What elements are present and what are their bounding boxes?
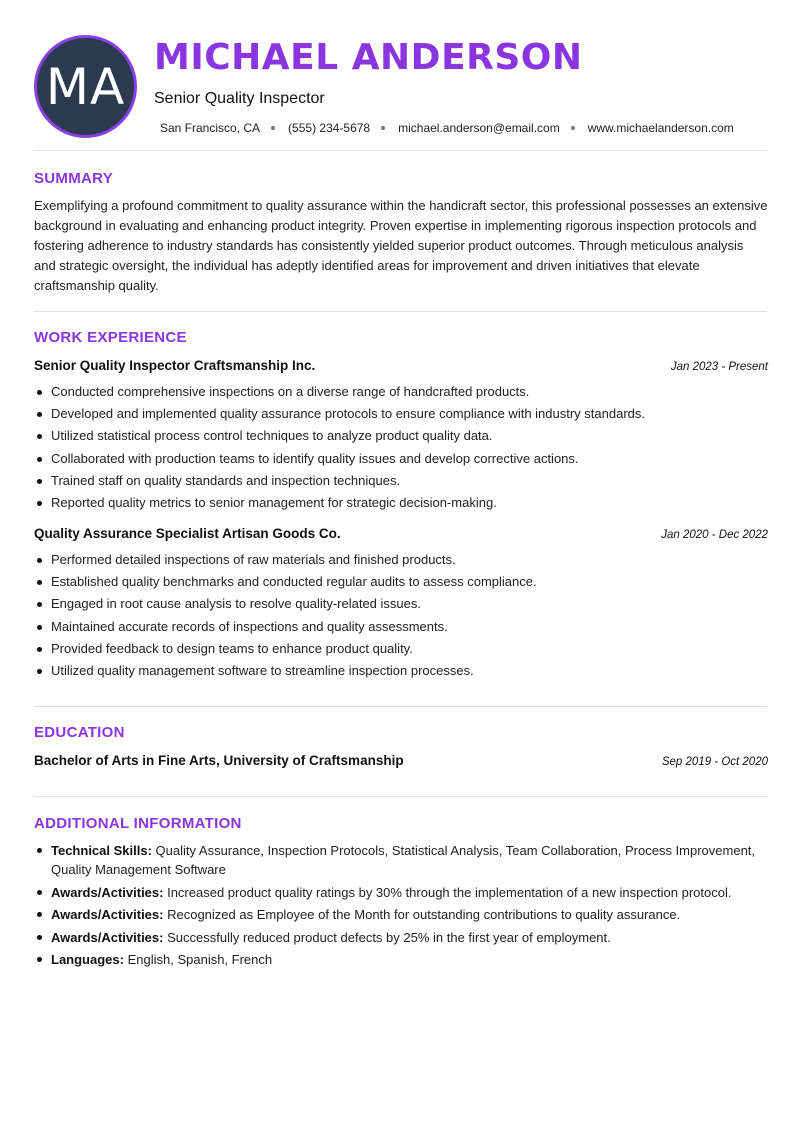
divider bbox=[34, 150, 767, 151]
job-bullet-list bbox=[34, 549, 768, 682]
item-label: Awards/Activities: bbox=[51, 907, 164, 922]
job-title: Senior Quality Inspector Craftsmanship Inc. bbox=[34, 358, 316, 373]
list-item bbox=[34, 841, 768, 879]
item-text: English, Spanish, French bbox=[127, 952, 273, 967]
contact-website[interactable]: www.michaelanderson.com bbox=[587, 121, 734, 135]
separator-dot bbox=[571, 126, 575, 130]
job-bullet-list bbox=[34, 381, 768, 514]
job-title: Quality Assurance Specialist Artisan Goods Co. bbox=[34, 526, 341, 541]
list-item bbox=[34, 905, 768, 924]
item-label: Technical Skills: bbox=[51, 843, 152, 858]
list-item: Developed and implemented quality assurance protocols to ensure compliance with industry standards. bbox=[34, 403, 768, 425]
job-header bbox=[34, 526, 768, 541]
list-item: Engaged in root cause analysis to resolve quality-related issues. bbox=[34, 593, 768, 615]
summary-heading: SUMMARY bbox=[34, 170, 114, 187]
list-item: Trained staff on quality standards and inspection techniques. bbox=[34, 470, 768, 492]
avatar bbox=[34, 35, 137, 138]
item-label: Awards/Activities: bbox=[51, 884, 164, 900]
job-dates: Jan 2020 - Dec 2022 bbox=[661, 529, 768, 541]
contact-line bbox=[160, 121, 734, 135]
summary-text: Exemplifying a profound commitment to quality assurance within the handicraft sector, this professional possesses an extensive background in evaluating and enhancing product integrity. Proven expertise in implementing rigorous inspection protocols and fostering adherence to industry standards has consistently yielded superior product outcomes. Through meticulous analysis and strategic oversight, the individual has adeptly identified areas for improvement and driven initiatives that elevate craftsmanship quality. bbox=[34, 198, 768, 293]
list-item: Reported quality metrics to senior management for strategic decision-making. bbox=[34, 492, 768, 514]
job-header bbox=[34, 358, 768, 373]
education-entry bbox=[34, 753, 768, 768]
education-dates: Sep 2019 - Oct 2020 bbox=[661, 756, 768, 768]
list-item: Utilized statistical process control techniques to analyze product quality data. bbox=[34, 425, 768, 447]
contact-email[interactable]: michael.anderson@email.com bbox=[398, 121, 560, 135]
contact-location: San Francisco, CA bbox=[160, 121, 261, 135]
additional-info-heading: ADDITIONAL INFORMATION bbox=[34, 815, 242, 832]
item-text: Quality Assurance, Inspection Protocols, Statistical Analysis, Team Collaboration, Process Improvement, Quality Management Software bbox=[51, 843, 756, 877]
list-item: Collaborated with production teams to identify quality issues and develop corrective actions. bbox=[34, 448, 768, 470]
candidate-title: Senior Quality Inspector bbox=[154, 90, 325, 107]
list-item: Maintained accurate records of inspections and quality assessments. bbox=[34, 616, 768, 638]
item-text: Increased product quality ratings by 30% through the implementation of a new inspection protocol. bbox=[167, 884, 732, 900]
list-item: Utilized quality management software to streamline inspection processes. bbox=[34, 660, 768, 682]
candidate-name: MICHAEL ANDERSON bbox=[154, 37, 583, 78]
list-item: Established quality benchmarks and conducted regular audits to assess compliance. bbox=[34, 571, 768, 593]
separator-dot bbox=[271, 126, 275, 130]
divider bbox=[34, 311, 767, 312]
list-item: Conducted comprehensive inspections on a diverse range of handcrafted products. bbox=[34, 381, 768, 403]
avatar-initials: MA bbox=[45, 57, 126, 116]
divider bbox=[34, 796, 767, 797]
item-text: Successfully reduced product defects by 25% in the first year of employment. bbox=[167, 929, 611, 945]
list-item bbox=[34, 928, 768, 947]
additional-info-list bbox=[34, 841, 768, 973]
list-item bbox=[34, 883, 768, 902]
job-dates: Jan 2023 - Present bbox=[670, 361, 768, 373]
item-label: Languages: bbox=[51, 952, 124, 967]
contact-phone: (555) 234-5678 bbox=[288, 121, 371, 135]
degree-title: Bachelor of Arts in Fine Arts, University of Craftsmanship bbox=[34, 753, 404, 768]
list-item: Provided feedback to design teams to enhance product quality. bbox=[34, 638, 768, 660]
list-item: Performed detailed inspections of raw materials and finished products. bbox=[34, 549, 768, 571]
list-item bbox=[34, 950, 768, 969]
separator-dot bbox=[381, 126, 385, 130]
item-text: Recognized as Employee of the Month for outstanding contributions to quality assurance. bbox=[167, 907, 681, 922]
education-heading: EDUCATION bbox=[34, 724, 125, 741]
divider bbox=[34, 706, 767, 707]
item-label: Awards/Activities: bbox=[51, 929, 164, 945]
work-experience-heading: WORK EXPERIENCE bbox=[34, 329, 187, 346]
